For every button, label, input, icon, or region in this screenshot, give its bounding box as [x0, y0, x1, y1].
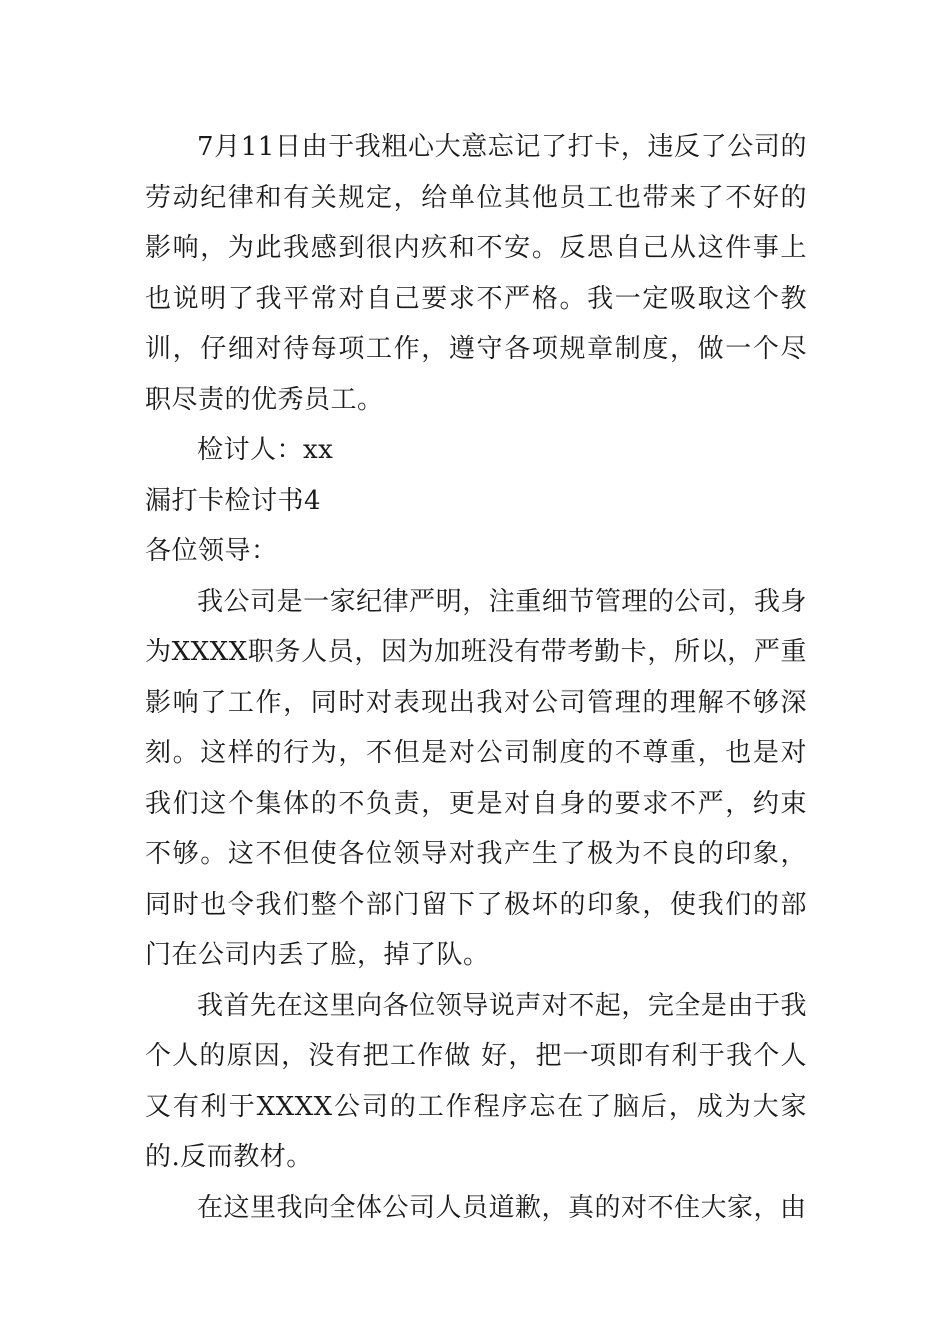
document-page: [145, 122, 807, 1233]
paragraph-incident: 7月11日由于我粗心大意忘记了打卡，违反了公司的劳动纪律和有关规定，给单位其他员工也带来了不好的影响，为此我感到很内疚和不安。反思自己从这件事上也说明了我平常对自己要求不严格。我一定吸取这个教训，仔细对待每项工作，遵守各项规章制度，做一个尽职尽责的优秀员工。: [145, 132, 807, 415]
paragraph-body-3: 在这里我向全体公司人员道歉，真的对不住大家，由: [197, 1192, 807, 1223]
section-heading: 漏打卡检讨书4: [145, 485, 322, 516]
paragraph-body-2: 我首先在这里向各位领导说声对不起，完全是由于我个人的原因，没有把工作做 好，把一项即有利于我个人又有利于XXXX公司的工作程序忘在了脑后，成为大家的.反而教材。: [145, 990, 807, 1172]
paragraph-signature: 检讨人：xx: [197, 435, 334, 465]
paragraph-body-1: 我公司是一家纪律严明，注重细节管理的公司，我身为XXXX职务人员，因为加班没有带考勤卡，所以，严重影响了工作，同时对表现出我对公司管理的理解不够深刻。这样的行为，不但是对公司制度的不尊重，也是对我们这个集体的不负责，更是对自身的要求不严，约束不够。这不但使各位领导对我产生了极为不良的印象，同时也令我们整个部门留下了极坏的印象，使我们的部门在公司内丢了脸，掉了队。: [145, 586, 807, 970]
salutation: 各位领导：: [145, 536, 278, 566]
